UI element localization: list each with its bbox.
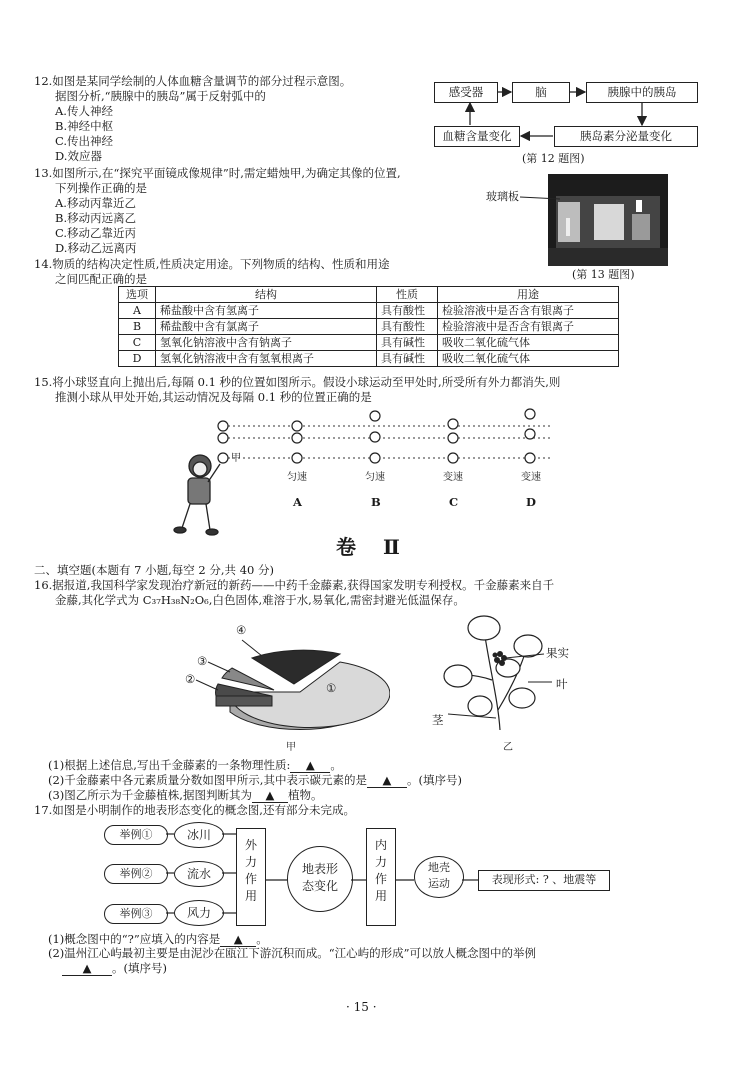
table-cell: 具有酸性 [377,303,438,319]
q16-stem-2: 金藤,其化学式为 C₃₇H₃₈N₂O₆,白色固体,难溶于水,易氧化,需密封避光低温保存。 [55,593,465,607]
example-box-3: 举例③ [104,904,168,924]
table-row [119,319,619,335]
q17-sub-2b-text: 。(填序号) [112,961,167,975]
internal-force-label: 内力作用 [374,838,387,903]
table-cell: 氢氧化钠溶液中含有钠离子 [156,335,377,351]
q15-motion-a: 匀速 [287,472,307,483]
q16-stem-1: 16.据报道,我国科学家发现治疗新冠的新药——中药千金藤素,获得国家发明专利授权。千金藤素来自千 [34,578,555,592]
q13-option-a: A.移动丙靠近乙 [55,196,136,210]
crust-node-label: 地壳运动 [428,861,450,890]
fig-jia-caption: 甲 [286,742,296,753]
q17-stem: 17.如图是小明制作的地表形态变化的概念图,还有部分未完成。 [34,803,355,817]
q12-stem-2: 据图分析,“胰腺中的胰岛”属于反射弧中的 [55,89,266,103]
force-glacier: 冰川 [174,822,224,848]
q13-stem-2: 下列操作正确的是 [55,181,147,195]
q16-sub-1: (1)根据上述信息,写出千金藤素的一条物理性质: ▲ 。 [48,758,342,772]
q15-letter-a: A [293,495,302,509]
q15-motion-c: 变速 [443,472,463,483]
example-box-2: 举例② [104,864,168,884]
q15-stem-1: 15.将小球竖直向上抛出后,每隔 0.1 秒的位置如图所示。假设小球运动至甲处时,所受所有外力都消失,则 [34,375,561,389]
q12-box-brain: 脑 [512,82,570,103]
q16-plant-drawing [440,610,560,740]
section-heading: 二、填空题(本题有 7 小题,每空 2 分,共 40 分) [34,563,274,577]
q14-table [118,286,619,367]
q13-stem-1: 13.如图所示,在“探究平面镜成像规律”时,需定蜡烛甲,为确定其像的位置, [34,166,401,180]
q12-box-glucose: 血糖含量变化 [434,126,520,147]
force-wind: 风力 [174,900,224,926]
table-cell: B [119,319,156,335]
q12-option-d: D.效应器 [55,149,102,163]
plant-label-fruit: 果实 [546,646,569,660]
q17-sub-1-text: (1)概念图中的“?”应填入的内容是 [48,932,221,946]
q16-sub-1-text: (1)根据上述信息,写出千金藤素的一条物理性质: [48,758,291,772]
part-title: 卷 Ⅱ [336,535,410,559]
q16-sub-2 [48,773,462,788]
table-cell: 氢氧化钠溶液中含有氢氧根离子 [156,351,377,367]
table-row [119,303,619,319]
table-header: 用途 [438,287,619,303]
q12-arrows [420,78,720,153]
table-cell: C [119,335,156,351]
force-water: 流水 [174,861,224,887]
external-force-label: 外力作用 [244,838,257,903]
q17-sub-2b [62,961,167,976]
q16-sub-3 [48,788,322,803]
q12-box-receptor: 感受器 [434,82,498,103]
table-cell: D [119,351,156,367]
table-cell: 具有酸性 [377,319,438,335]
q16-sub-3-text: (3)图乙所示为千金藤植株,据图判断其为 [48,788,252,802]
q15-letter-d: D [526,495,536,509]
q16-pie-chart [190,614,390,750]
pie-label-1: ① [326,681,337,695]
table-header: 选项 [119,287,156,303]
table-cell: 吸收二氧化硫气体 [438,335,619,351]
table-cell: 吸收二氧化硫气体 [438,351,619,367]
q13-option-b: B.移动丙远离乙 [55,211,137,225]
table-row [119,335,619,351]
table-row [119,351,619,367]
table-cell: 稀盐酸中含有氢离子 [156,303,377,319]
q15-motion-b: 匀速 [365,472,385,483]
q15-letter-c: C [449,495,459,509]
answer-blank: ▲ [290,758,330,773]
table-cell: 检验溶液中是否含有银离子 [438,303,619,319]
table-cell: 稀盐酸中含有氯离子 [156,319,377,335]
q13-option-c: C.移动乙靠近丙 [55,226,137,240]
q14-stem-2: 之间匹配正确的是 [55,272,147,286]
q12-stem-1: 12.如图是某同学绘制的人体血糖含量调节的部分过程示意图。 [34,74,352,88]
table-cell: 具有碱性 [377,351,438,367]
result-box: 表现形式: ? 、地震等 [478,870,610,891]
q12-option-b: B.神经中枢 [55,119,114,133]
pie-label-2: ② [185,672,196,686]
q12-box-insulin: 胰岛素分泌量变化 [554,126,698,147]
page-number: · 15 · [346,1000,377,1014]
answer-blank: ▲ [367,773,407,788]
q16-sub-3-tail: 植物。 [287,788,323,802]
table-header-row [119,287,619,303]
q15-jia-label: 甲 [231,453,241,464]
q17-sub-2a: (2)温州江心屿最初主要是由泥沙在瓯江下游沉积而成。“江心屿的形成”可以放人概念图中的举例 [48,946,537,960]
center-node-label: 地表形态变化 [301,862,338,893]
answer-blank: ▲ [62,961,112,976]
q16-sub-2-text: (2)千金藤素中各元素质量分数如图甲所示,其中表示碳元素的是 [48,773,367,787]
fig-yi-caption: 乙 [503,742,513,753]
table-header: 结构 [156,287,377,303]
q13-caption: (第 13 题图) [572,268,635,281]
q16-sub-2-tail: 。(填序号) [406,773,462,787]
table-cell: 具有碱性 [377,335,438,351]
q15-letter-b: B [371,495,381,509]
table-header: 性质 [377,287,438,303]
q17-sub-1: (1)概念图中的“?”应填入的内容是 ▲ 。 [48,932,268,946]
q13-label-pointer [520,194,560,202]
q15-stem-2: 推测小球从甲处开始,其运动情况及每隔 0.1 秒的位置正确的是 [55,390,372,404]
q13-option-d: D.移动乙远离丙 [55,241,137,255]
q17-connectors [160,818,490,930]
pie-label-4: ④ [236,623,247,637]
q12-caption: (第 12 题图) [522,152,585,165]
table-cell: A [119,303,156,319]
q13-glass-label: 玻璃板 [486,190,519,203]
q13-photo [548,174,668,266]
answer-blank: ▲ [220,932,256,947]
pie-label-3: ③ [197,654,208,668]
q12-option-a: A.传人神经 [55,104,113,118]
q12-box-islet: 胰腺中的胰岛 [586,82,698,103]
q15-motion-d: 变速 [521,472,541,483]
q14-stem-1: 14.物质的结构决定性质,性质决定用途。下列物质的结构、性质和用途 [34,257,390,271]
plant-label-leaf: 叶 [556,677,568,691]
table-cell: 检验溶液中是否含有银离子 [438,319,619,335]
answer-blank: ▲ [252,788,288,803]
plant-label-stem: 茎 [432,713,444,727]
q12-option-c: C.传出神经 [55,134,114,148]
example-box-1: 举例① [104,825,168,845]
